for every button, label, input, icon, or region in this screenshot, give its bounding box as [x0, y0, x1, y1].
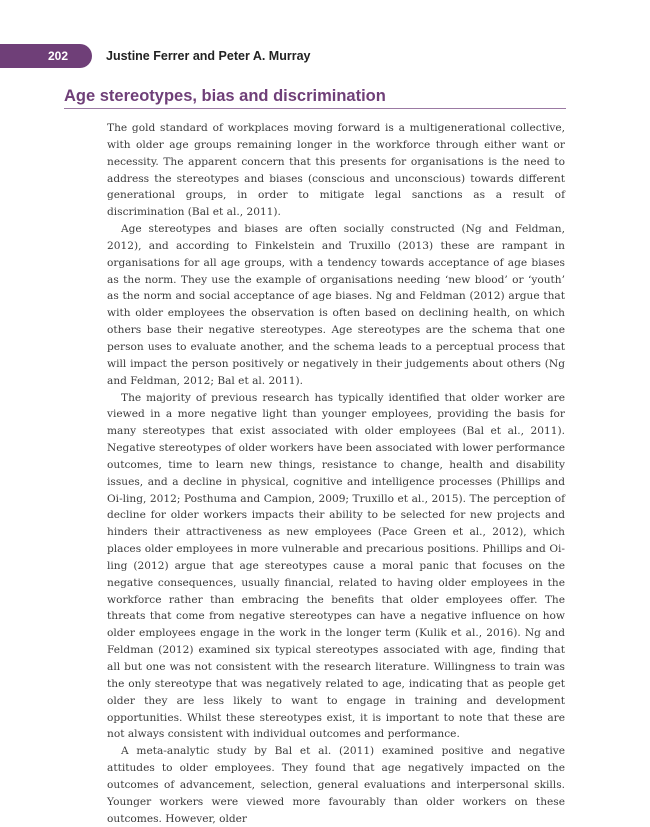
paragraph-3: The majority of previous research has typically identified that older worker are viewed in a more negative light than younger employees, providing the basis for many stereotypes that exist associated with older employees (Bal et al., 2011). Negative stereotypes of older workers have been associated with lower performance outcomes, time to learn new things, resistance to change, health and disability issues, and a decline in physical, cognitive and intelligence processes (Phillips and Oi-ling, 2012; Posthuma and Campion, 2009; Truxillo et al., 2015). The perception of decline for older workers impacts their ability to be selected for new projects and hinders their attractiveness as new employees (Pace Green et al., 2012), which places older employees in more vulnerable and precarious positions. Phillips and Oi-ling (2012) argue that age stereotypes cause a moral panic that focuses on the negative consequences, usually financial, related to having older employees in the workforce rather than embracing the benefits that older employees offer. The threats that come from negative stereotypes can have a negative influence on how older employees engage in the work in the longer term (Kulik et al., 2016). Ng and Feldman (2012) examined six typical stereotypes associated with age, finding that all but one was not consistent with the research literature. Willingness to train was the only stereotype that was negatively related to age, indicating that as people get older they are less likely to want to engage in training and development opportunities. Whilst these stereotypes exist, it is important to note that these are not always consistent with individual outcomes and performance. [107, 391, 565, 741]
paragraph-4: A meta-analytic study by Bal et al. (2011) examined positive and negative attitudes to older employees. They found that age negatively impacted on the outcomes of advancement, selection, general evaluations and interpersonal skills. Younger workers were viewed more favourably than older workers on these outcomes. However, older [107, 745, 565, 825]
paragraph-2: Age stereotypes and biases are often socially constructed (Ng and Feldman, 2012), and according to Finkelstein and Truxillo (2013) these are rampant in organisations for all age groups, with a tendency towards acceptance of age biases as the norm. They use the example of organisations needing ‘new blood’ or ‘youth’ as the norm and social acceptance of age biases. Ng and Feldman (2012) argue that with older employees the observation is often based on declining health, on which others base their negative stereotypes. Age stereotypes are the schema that one person uses to evaluate another, and the schema leads to a perceptual process that will impact the person positively or negatively in their judgements about others (Ng and Feldman, 2012; Bal et al. 2011). [107, 223, 565, 387]
page-number-tab [0, 44, 92, 68]
paragraph-1: The gold standard of workplaces moving forward is a multigenerational collective, with older age groups remaining longer in the workforce through either want or necessity. The apparent concern that this presents for organisations is the need to address the stereotypes and biases (conscious and unconscious) towards different generational groups, in order to mitigate legal sanctions as a result of discrimination (Bal et al., 2011). [107, 122, 565, 219]
running-head-authors: Justine Ferrer and Peter A. Murray [106, 49, 311, 63]
page-number: 202 [48, 49, 69, 63]
section-heading: Age stereotypes, bias and discrimination [64, 87, 386, 105]
heading-rule [64, 108, 566, 109]
body-text [107, 120, 565, 827]
